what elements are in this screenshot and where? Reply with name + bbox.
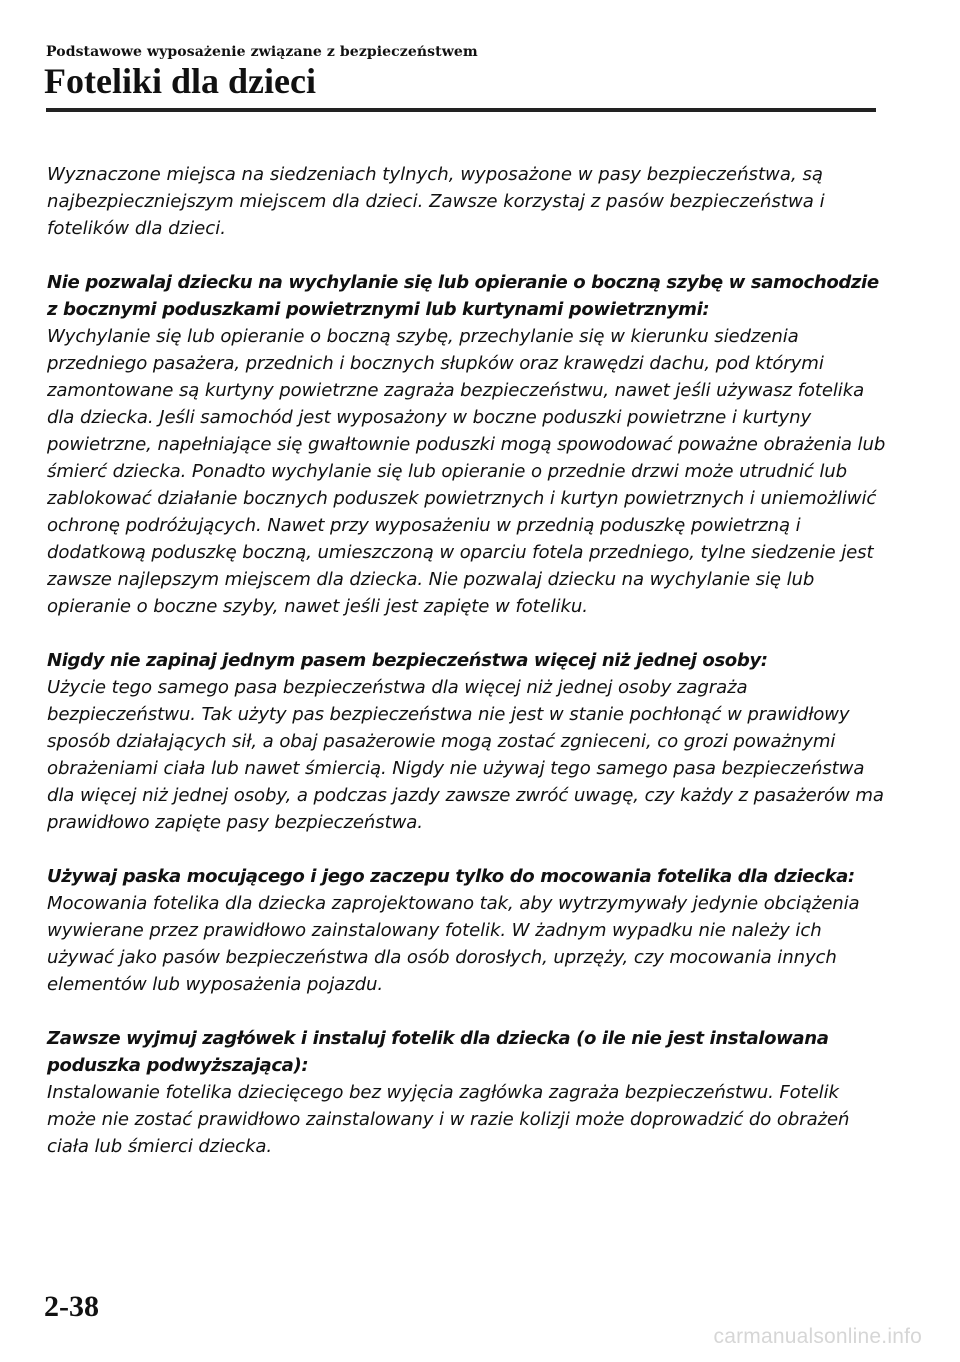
title-divider	[46, 108, 876, 112]
warning-heading: Używaj paska mocującego i jego zaczepu tylko do mocowania fotelika dla dziecka:	[47, 866, 855, 887]
warning-heading: Zawsze wyjmuj zagłówek i instaluj fotelik dla dziecka (o ile nie jest instalowana poduszka podwyższająca):	[47, 1028, 829, 1076]
warning-body: Użycie tego samego pasa bezpieczeństwa dla więcej niż jednej osoby zagraża bezpieczeństwu. Tak użyty pas bezpieczeństwa nie jest w stanie pochłonąć w prawidłowy sposób działających sił, a obaj pasażerowie mogą zostać zgnieceni, co grozi poważnymi obrażeniami ciała lub nawet śmiercią. Nigdy nie używaj tego samego pasa bezpieczeństwa dla więcej niż jednej osoby, a podczas jazdy zawsze zwróć uwagę, czy każdy z pasażerów ma prawidłowo zapięte pasy bezpieczeństwa.	[47, 677, 884, 833]
section-label: Podstawowe wyposażenie związane z bezpieczeństwem	[46, 44, 478, 60]
page-title: Foteliki dla dzieci	[44, 61, 316, 101]
page-number: 2-38	[44, 1290, 99, 1323]
warning-block-tether	[47, 863, 887, 998]
warning-body: Mocowania fotelika dla dziecka zaprojektowano tak, aby wytrzymywały jedynie obciążenia wywierane przez prawidłowo zainstalowany fotelik. W żadnym wypadku nie należy ich używać jako pasów bezpieczeństwa dla osób dorosłych, uprzęży, czy mocowania innych elementów lub wyposażenia pojazdu.	[47, 893, 860, 995]
warning-block-one-belt	[47, 647, 887, 836]
warning-block-side-window	[47, 269, 887, 620]
warning-block-headrest	[47, 1025, 887, 1160]
warning-content	[47, 161, 887, 1187]
warning-heading: Nie pozwalaj dziecku na wychylanie się lub opieranie o boczną szybę w samochodzie z bocznymi poduszkami powietrznymi lub kurtynami powietrznymi:	[47, 272, 879, 320]
intro-paragraph: Wyznaczone miejsca na siedzeniach tylnych, wyposażone w pasy bezpieczeństwa, są najbezpieczniejszym miejscem dla dzieci. Zawsze korzystaj z pasów bezpieczeństwa i fotelików dla dzieci.	[47, 164, 825, 239]
warning-body: Wychylanie się lub opieranie o boczną szybę, przechylanie się w kierunku siedzenia przedniego pasażera, przednich i bocznych słupków oraz krawędzi dachu, pod którymi zamontowane są kurtyny powietrzne zagraża bezpieczeństwu, nawet jeśli używasz fotelika dla dziecka. Jeśli samochód jest wyposażony w boczne poduszki powietrzne i kurtyny powietrzne, napełniające się gwałtownie poduszki mogą spowodować poważne obrażenia lub śmierć dziecka. Ponadto wychylanie się lub opieranie o przednie drzwi może utrudnić lub zablokować działanie bocznych poduszek powietrznych i kurtyn powietrznych i uniemożliwić ochronę podróżujących. Nawet przy wyposażeniu w przednią poduszkę powietrzną i dodatkową poduszkę boczną, umieszczoną w oparciu fotela przedniego, tylne siedzenie jest zawsze najlepszym miejscem dla dziecka. Nie pozwalaj dziecku na wychylanie się lub opieranie o boczne szyby, nawet jeśli jest zapięte w foteliku.	[47, 326, 886, 617]
watermark-link[interactable]: carmanualsonline.info	[713, 1325, 922, 1348]
warning-body: Instalowanie fotelika dziecięcego bez wyjęcia zagłówka zagraża bezpieczeństwu. Fotelik może nie zostać prawidłowo zainstalowany i w razie kolizji może doprowadzić do obrażeń ciała lub śmierci dziecka.	[47, 1082, 850, 1157]
warning-heading: Nigdy nie zapinaj jednym pasem bezpieczeństwa więcej niż jednej osoby:	[47, 650, 768, 671]
